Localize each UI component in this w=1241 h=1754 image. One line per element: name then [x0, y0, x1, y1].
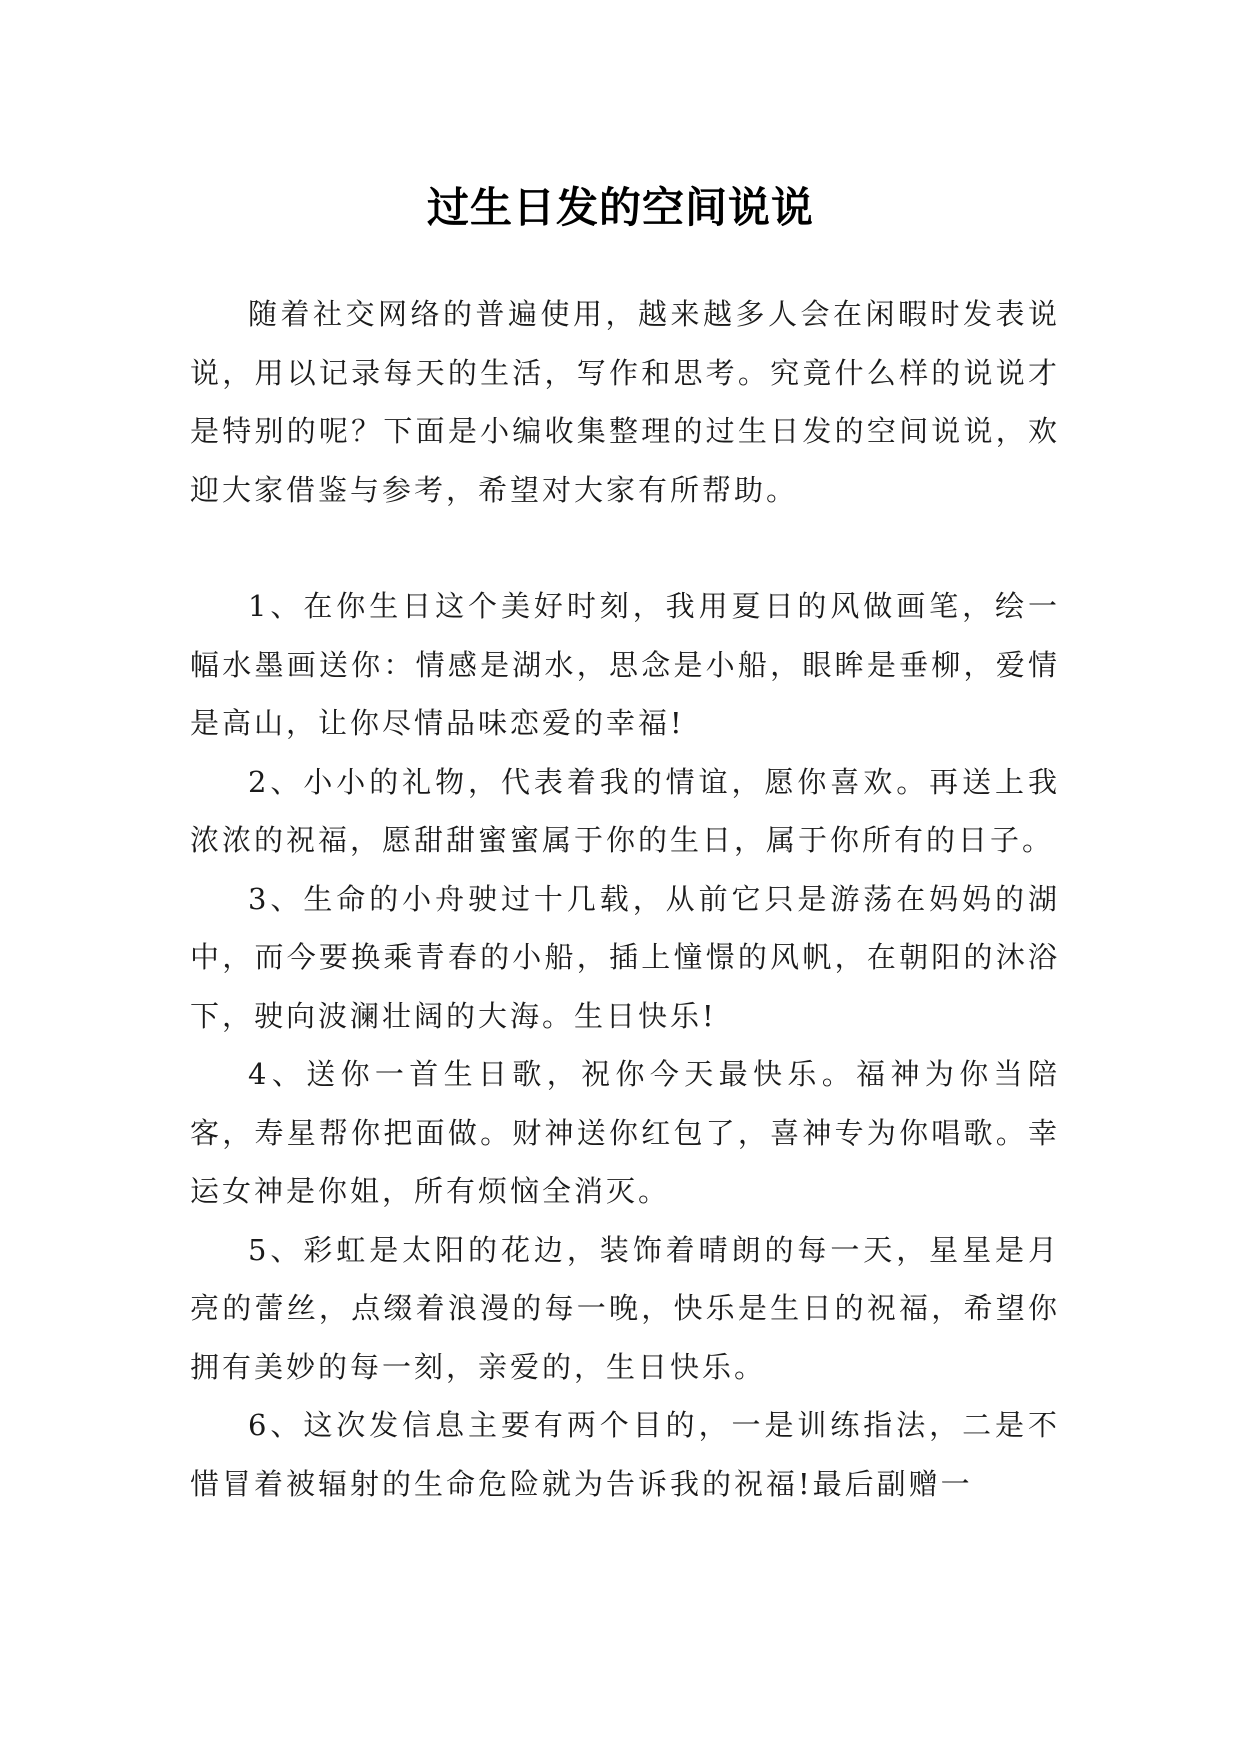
- document-title: 过生日发的空间说说: [426, 183, 814, 233]
- list-item: 2、小小的礼物，代表着我的情谊，愿你喜欢。再送上我浓浓的祝福，愿甜甜蜜蜜属于你的生日，属于你所有的日子。: [190, 764, 1060, 857]
- list-item: 1、在你生日这个美好时刻，我用夏日的风做画笔，绘一幅水墨画送你：情感是湖水，思念是小船，眼眸是垂柳，爱情是高山，让你尽情品味恋爱的幸福!: [190, 589, 1060, 740]
- list-item: 3、生命的小舟驶过十几载，从前它只是游荡在妈妈的湖中，而今要换乘青春的小船，插上憧憬的风帆，在朝阳的沐浴下，驶向波澜壮阔的大海。生日快乐!: [190, 881, 1060, 1033]
- document-body: [190, 285, 1060, 1513]
- list-item: 6、这次发信息主要有两个目的，一是训练指法，二是不惜冒着被辐射的生命危险就为告诉我的祝福!最后副赠一: [190, 1408, 1060, 1501]
- list-item: 4、送你一首生日歌，祝你今天最快乐。福神为你当陪客，寿星帮你把面做。财神送你红包了，喜神专为你唱歌。幸运女神是你姐，所有烦恼全消灭。: [190, 1057, 1060, 1208]
- intro-paragraph: 随着社交网络的普遍使用，越来越多人会在闲暇时发表说说，用以记录每天的生活，写作和思考。究竟什么样的说说才是特别的呢？下面是小编收集整理的过生日发的空间说说，欢迎大家借鉴与参考，希望对大家有所帮助。: [190, 297, 1060, 507]
- list-item: 5、彩虹是太阳的花边，装饰着晴朗的每一天，星星是月亮的蕾丝，点缀着浪漫的每一晚，快乐是生日的祝福，希望你拥有美妙的每一刻，亲爱的，生日快乐。: [190, 1232, 1060, 1384]
